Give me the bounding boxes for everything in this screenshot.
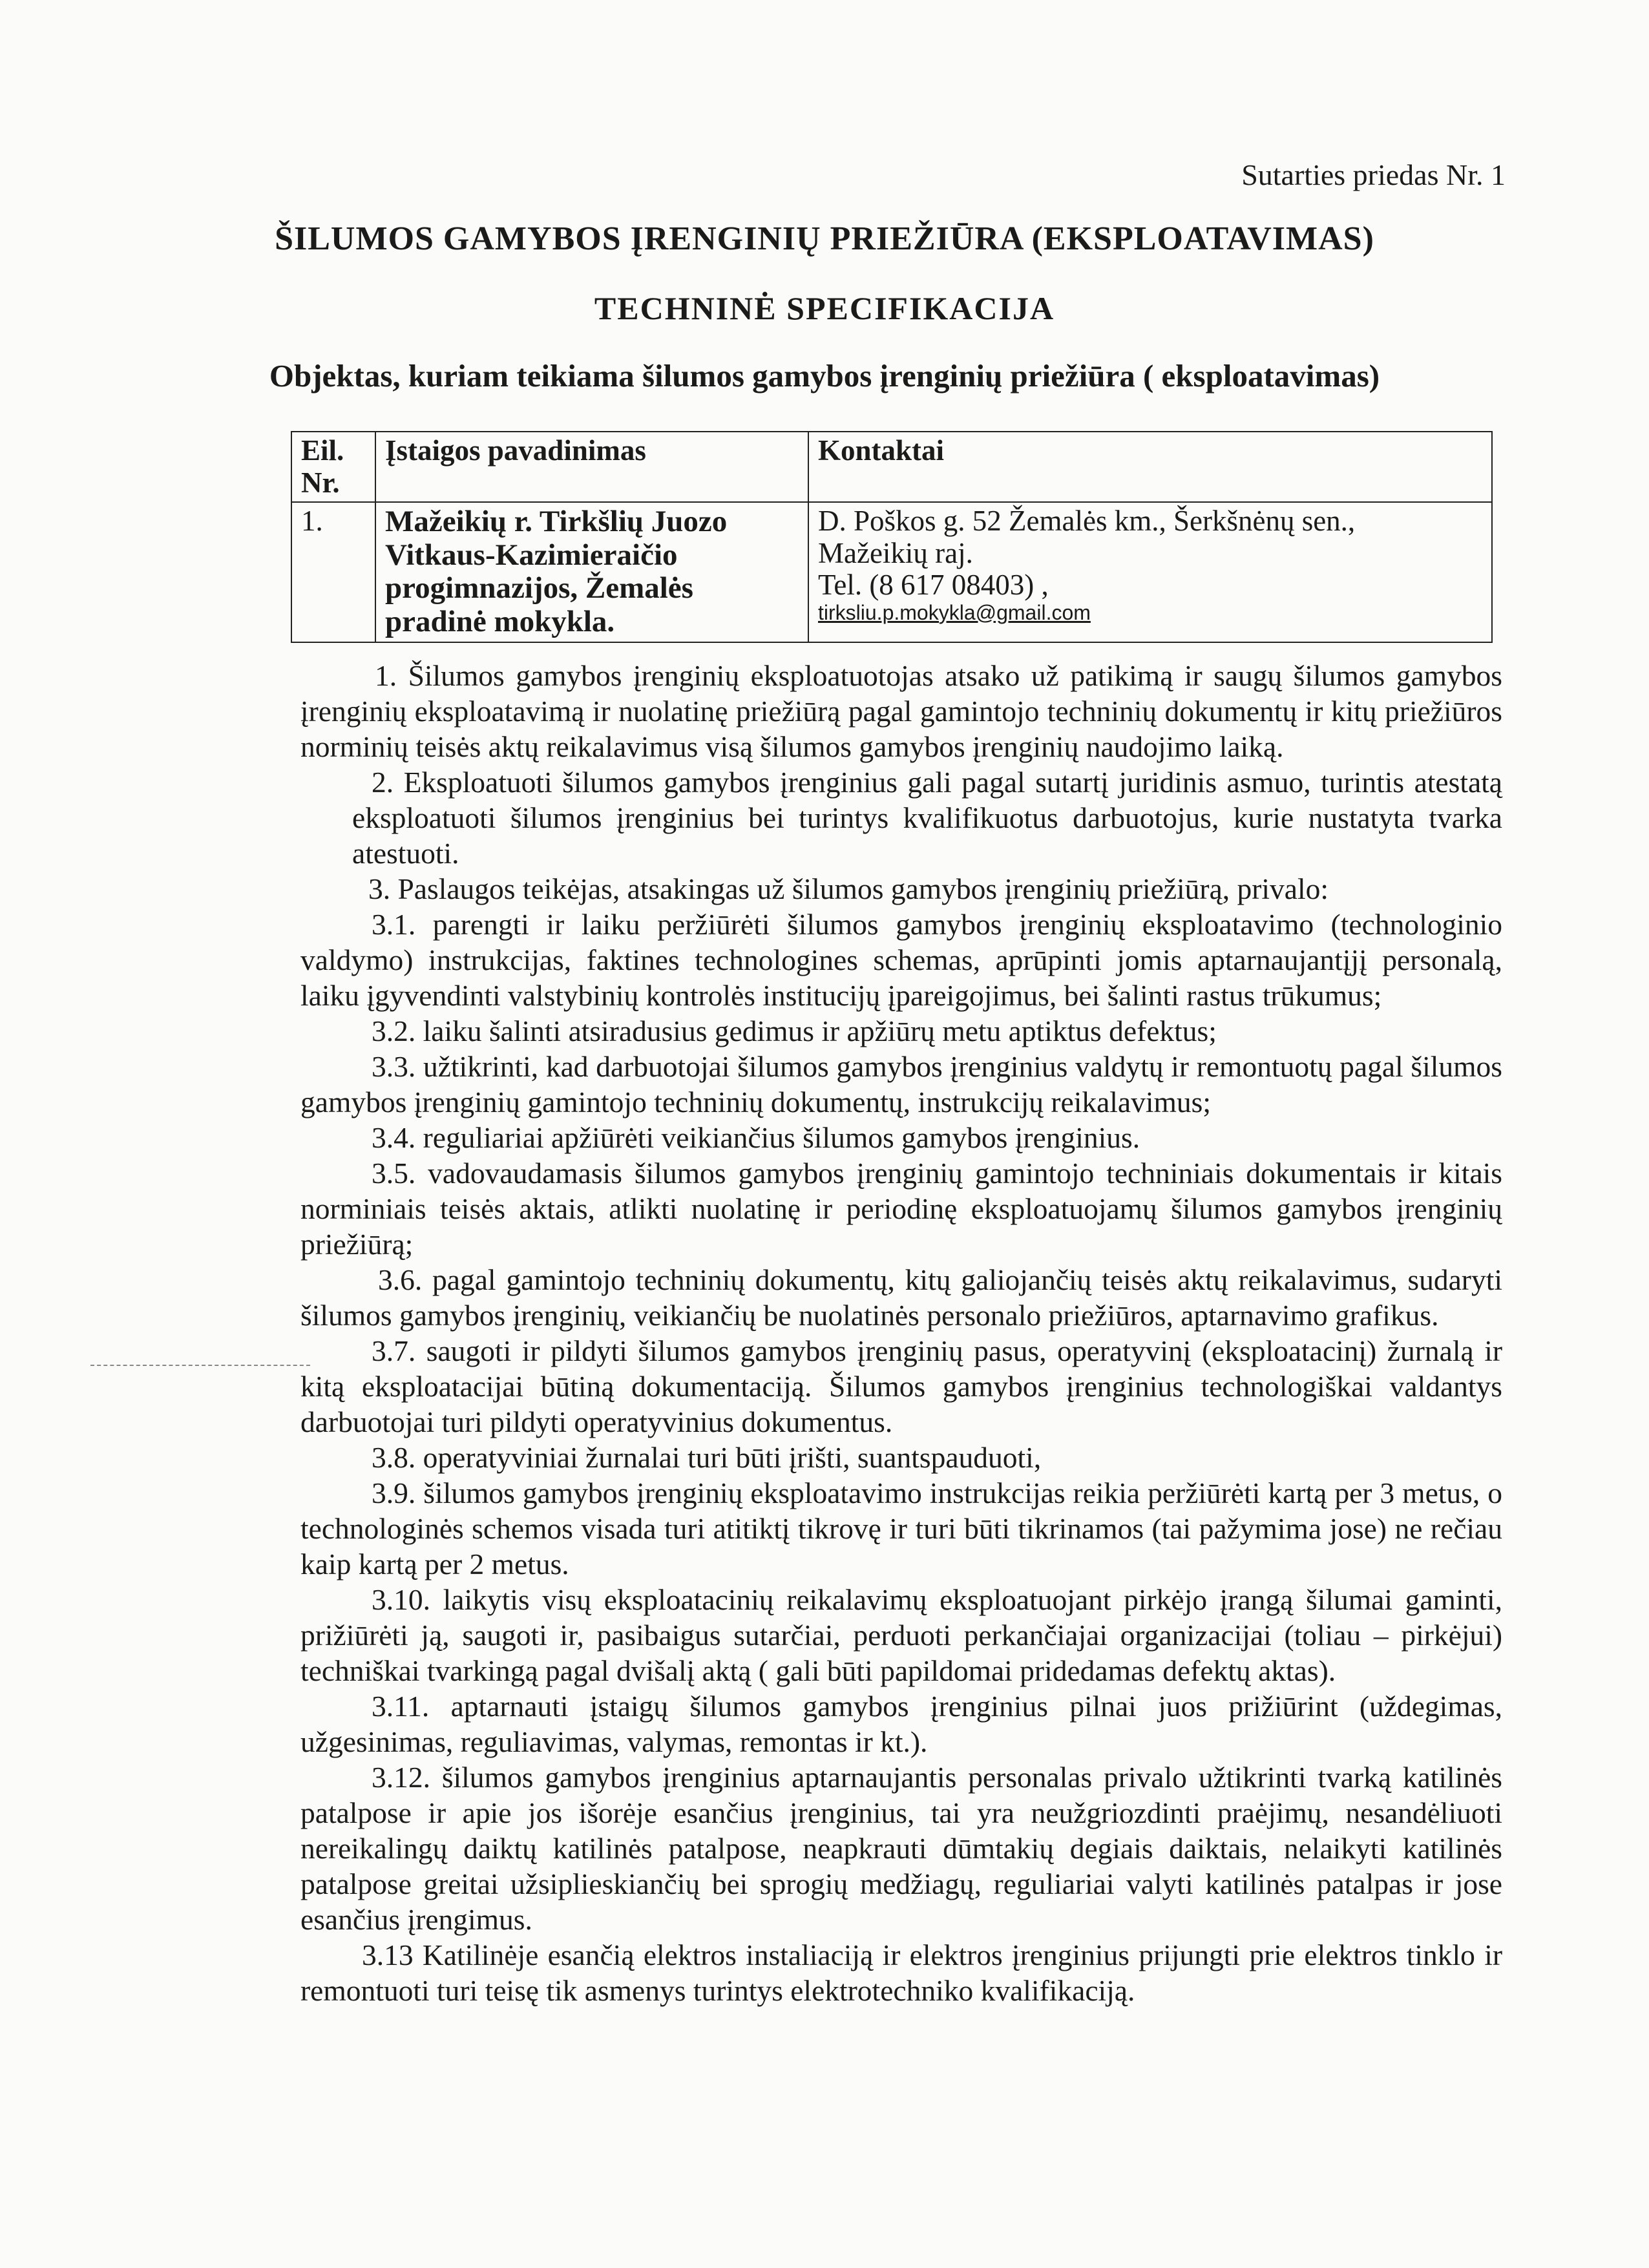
objective-heading: Objektas, kuriam teikiama šilumos gamybos įrenginių priežiūra ( eksploatavimas) (269, 358, 1380, 394)
paragraph-3-11: 3.11. aptarnauti įstaigų šilumos gamybos įrenginius pilnai juos prižiūrint (uždegimas, užgesinimas, reguliavimas, valymas, remontas ir kt.). (300, 1690, 1502, 1758)
document-body (300, 658, 1502, 2008)
header-institution: Įstaigos pavadinimas (375, 432, 808, 502)
table-header-row (291, 432, 1492, 502)
document-subtitle: TECHNINĖ SPECIFIKACIJA (594, 290, 1055, 326)
contact-phone: Tel. (8 617 08403) , (818, 569, 1049, 601)
paragraph-2: 2. Eksploatuoti šilumos gamybos įrenginius gali pagal sutartį juridinis asmuo, turintis atestatą eksploatuoti šilumos įrenginius bei turintys kvalifikuotus darbuotojus, kurie nustatyta tvarka atestuoti. (352, 766, 1502, 870)
contact-email-link[interactable]: tirksliu.p.mokykla@gmail.com (818, 600, 1091, 624)
contact-district: Mažeikių raj. (818, 536, 973, 569)
paragraph-3: 3. Paslaugos teikėjas, atsakingas už šilumos gamybos įrenginių priežiūrą, privalo: (368, 872, 1329, 905)
object-table (291, 431, 1493, 643)
contact-address: D. Poškos g. 52 Žemalės km., Šerkšnėnų sen., (818, 505, 1356, 537)
paragraph-3-5: 3.5. vadovaudamasis šilumos gamybos įrenginių gamintojo techniniais dokumentais ir kitais norminiais teisės aktais, atlikti nuolatinę ir periodinę eksploatuojamų šilumos gamybos įrenginių priežiūrą; (300, 1157, 1502, 1261)
paragraph-3-10: 3.10. laikytis visų eksploatacinių reikalavimų eksploatuojant pirkėjo įrangą šilumai gaminti, prižiūrėti ją, saugoti ir, pasibaigus sutarčiai, perduoti perkančiajai organizacijai (toliau – pirkėjui) techniškai tvarkingą pagal dvišalį aktą ( gali būti papildomai pridedamas defektų aktas). (300, 1583, 1502, 1687)
annex-label: Sutarties priedas Nr. 1 (1241, 158, 1506, 191)
header-no: Eil. Nr. (291, 432, 375, 502)
document-title: ŠILUMOS GAMYBOS ĮRENGINIŲ PRIEŽIŪRA (EKSPLOATAVIMAS) (275, 220, 1374, 257)
paragraph-3-9: 3.9. šilumos gamybos įrenginių eksploatavimo instrukcijas reikia peržiūrėti kartą per 3 metus, o technologinės schemos visada turi atitiktį tikrovę ir turi būti tikrinamos (tai pažymima jose) ne rečiau kaip kartą per 2 metus. (300, 1476, 1502, 1580)
paragraph-3-1: 3.1. parengti ir laiku peržiūrėti šilumos gamybos įrenginių eksploatavimo (technologinio valdymo) instrukcijas, faktines technologines schemas, aprūpinti jomis aptarnaujantįjį personalą, laiku įgyvendinti valstybinių kontrolės institucijų įpareigojimus, bei šalinti rastus trūkumus; (300, 908, 1502, 1012)
paragraph-3-12: 3.12. šilumos gamybos įrenginius aptarnaujantis personalas privalo užtikrinti tvarką katilinės patalpose ir apie jos išorėje esančius įrenginius, tai yra neužgriozdinti praėjimų, nesandėliuoti nereikalingų daiktų katilinės patalpose, neapkrauti dūmtakių degiais daiktais, nelaikyti katilinės patalpose greitai užsiplieskiančių bei sprogių medžiagų, reguliariai valyti katilinės patalpas ir jose esančius įrengimus. (300, 1761, 1502, 1936)
paragraph-3-2: 3.2. laiku šalinti atsiradusius gedimus ir apžiūrų metu aptiktus defektus; (372, 1014, 1217, 1047)
paragraph-3-8: 3.8. operatyviniai žurnalai turi būti įrišti, suantspauduoti, (372, 1441, 1042, 1474)
cell-no: 1. (291, 502, 375, 642)
paragraph-3-4: 3.4. reguliariai apžiūrėti veikiančius šilumos gamybos įrenginius. (372, 1121, 1140, 1154)
header-contacts: Kontaktai (808, 432, 1492, 502)
scan-margin-mark (90, 1365, 310, 1369)
cell-institution-name: Mažeikių r. Tirkšlių Juozo Vitkaus-Kazimieraičio progimnazijos, Žemalės pradinė mokykla. (375, 502, 808, 642)
table-row (291, 502, 1492, 642)
paragraph-3-13: 3.13 Katilinėje esančią elektros instaliaciją ir elektros įrenginius prijungti prie elektros tinklo ir remontuoti turi teisę tik asmenys turintys elektrotechniko kvalifikaciją. (300, 1938, 1502, 2007)
cell-contacts (808, 502, 1492, 642)
paragraph-3-7: 3.7. saugoti ir pildyti šilumos gamybos įrenginių pasus, operatyvinį (eksploatacinį) žurnalą ir kitą eksploatacijai būtiną dokumentaciją. Šilumos gamybos įrenginius technologiškai valdantys darbuotojai turi pildyti operatyvinius dokumentus. (300, 1334, 1502, 1438)
paragraph-3-6: 3.6. pagal gamintojo techninių dokumentų, kitų galiojančių teisės aktų reikalavimus, sudaryti šilumos gamybos įrenginių, veikiančių be nuolatinės personalo priežiūros, aptarnavimo grafikus. (300, 1263, 1502, 1332)
paragraph-3-3: 3.3. užtikrinti, kad darbuotojai šilumos gamybos įrenginius valdytų ir remontuotų pagal šilumos gamybos įrenginių gamintojo techninių dokumentų, instrukcijų reikalavimus; (300, 1050, 1502, 1118)
paragraph-1: 1. Šilumos gamybos įrenginių eksploatuotojas atsako už patikimą ir saugų šilumos gamybos įrenginių eksploatavimą ir nuolatinę priežiūrą pagal gamintojo techninių dokumentų ir kitų priežiūros norminių teisės aktų reikalavimus visą šilumos gamybos įrenginių naudojimo laiką. (300, 659, 1502, 763)
